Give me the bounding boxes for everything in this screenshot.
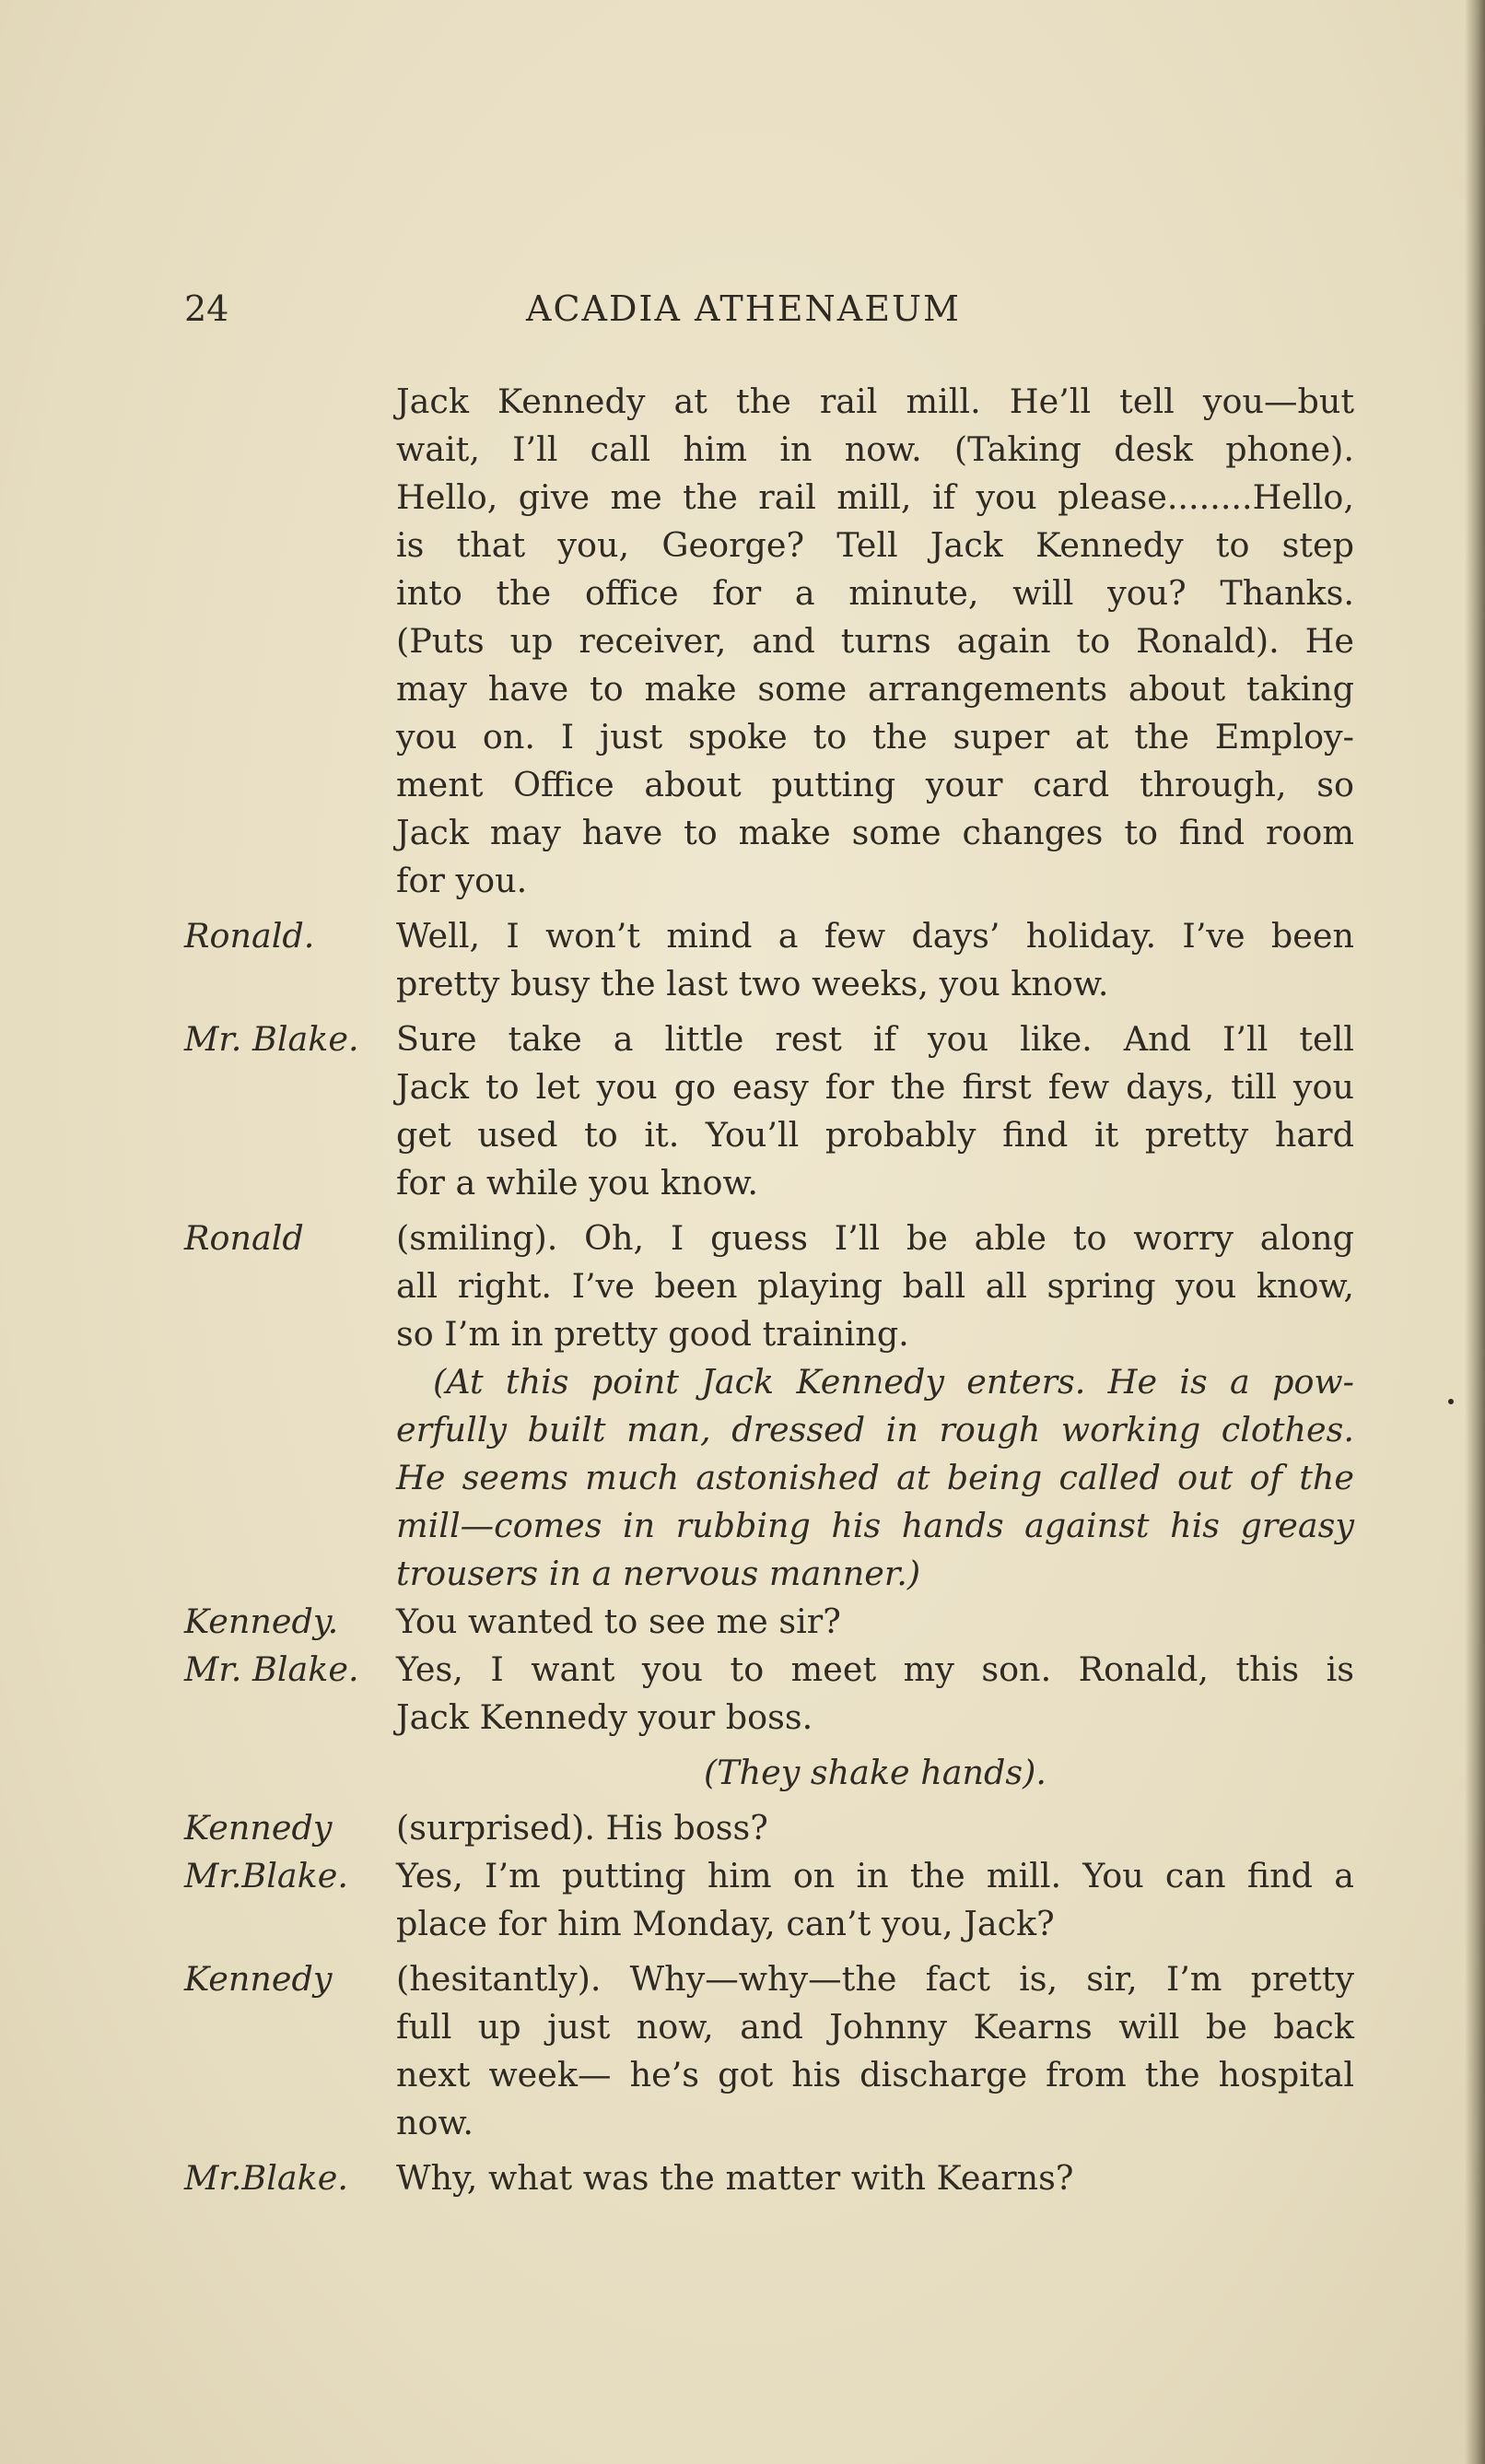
stage-direction-line: mill—comes in rubbing his hands against his greasy [396, 1506, 1354, 1545]
speaker-name: Mr. Blake. [184, 1649, 359, 1689]
dialogue-line: wait, I’ll call him in now. (Taking desk phone). [396, 429, 1354, 469]
speech-block [184, 1852, 1382, 1948]
stage-direction-line: erfully built man, dressed in rough working clothes. [396, 1410, 1354, 1449]
speaker-name: Kennedy [184, 1808, 333, 1848]
dialogue-line: Jack Kennedy your boss. [396, 1697, 813, 1737]
stage-direction-line: He seems much astonished at being called out of the [396, 1458, 1354, 1497]
stage-direction-line: (At this point Jack Kennedy enters. He is a pow- [433, 1362, 1354, 1402]
dialogue-line: get used to it. You’ll probably find it pretty hard [396, 1115, 1354, 1155]
dialogue-line: You wanted to see me sir? [396, 1602, 841, 1641]
dialogue-line: Jack Kennedy at the rail mill. He’ll tell you—but [396, 381, 1354, 421]
dialogue-line: next week— he’s got his discharge from the hospital [396, 2055, 1354, 2094]
dialogue-line: Jack to let you go easy for the first few days, till you [396, 1067, 1354, 1107]
stage-direction [184, 1358, 1382, 1598]
running-title: ACADIA ATHENAEUM [526, 288, 961, 329]
dialogue-line: place for him Monday, can’t you, Jack? [396, 1904, 1055, 1943]
speaker-name: Mr. Blake. [184, 1019, 359, 1059]
dialogue-line: (smiling). Oh, I guess I’ll be able to worry along [396, 1218, 1354, 1258]
speaker-name: Mr.Blake. [184, 1856, 348, 1895]
dialogue-line: is that you, George? Tell Jack Kennedy to step [396, 525, 1354, 565]
speech-block [184, 1646, 1382, 1742]
speech-block [184, 912, 1382, 1008]
dialogue-line: (surprised). His boss? [396, 1808, 768, 1848]
dialogue-line: Yes, I want you to meet my son. Ronald, this is [396, 1649, 1354, 1689]
dialogue-line: for you. [396, 861, 528, 900]
dialogue-line: all right. I’ve been playing ball all spring you know, [396, 1266, 1354, 1306]
ink-speck [1448, 1399, 1454, 1404]
speech-block [184, 378, 1382, 905]
speaker-name: Ronald. [184, 916, 315, 956]
speech-block [184, 1598, 1382, 1646]
stage-direction-line: (They shake hands). [704, 1753, 1047, 1792]
speech-block [184, 1804, 1382, 1852]
dialogue-line: now. [396, 2103, 474, 2142]
speech-block [184, 2154, 1382, 2202]
page-number: 24 [184, 288, 229, 329]
play-dialogue [184, 378, 1382, 2202]
dialogue-line: pretty busy the last two weeks, you know. [396, 964, 1109, 1003]
dialogue-line: full up just now, and Johnny Kearns will be back [396, 2007, 1354, 2047]
dialogue-line: you on. I just spoke to the super at the Employ- [396, 717, 1354, 757]
dialogue-line: into the office for a minute, will you? Thanks. [396, 573, 1354, 613]
dialogue-line: Hello, give me the rail mill, if you please........Hello, [396, 477, 1354, 517]
dialogue-line: so I’m in pretty good training. [396, 1314, 909, 1354]
speech-block [184, 1214, 1382, 1358]
dialogue-line: (Puts up receiver, and turns again to Ronald). He [396, 621, 1354, 661]
dialogue-line: Yes, I’m putting him on in the mill. You can find a [396, 1856, 1354, 1895]
page-header [0, 281, 1485, 336]
speaker-name: Kennedy [184, 1959, 333, 1999]
dialogue-line: may have to make some arrangements about taking [396, 669, 1354, 709]
speaker-name: Ronald [184, 1218, 304, 1258]
dialogue-line: ment Office about putting your card through, so [396, 765, 1354, 804]
dialogue-line: Why, what was the matter with Kearns? [396, 2158, 1074, 2198]
dialogue-line: for a while you know. [396, 1163, 759, 1203]
speech-block [184, 1015, 1382, 1207]
stage-direction-line: trousers in a nervous manner.) [396, 1554, 921, 1593]
stage-direction [184, 1749, 1382, 1797]
dialogue-line: (hesitantly). Why—why—the fact is, sir, I’m pretty [396, 1959, 1354, 1999]
dialogue-line: Jack may have to make some changes to find room [396, 813, 1354, 852]
speaker-name: Kennedy. [184, 1602, 339, 1641]
speaker-name: Mr.Blake. [184, 2158, 348, 2198]
dialogue-line: Well, I won’t mind a few days’ holiday. I’ve been [396, 916, 1354, 956]
page-edge-shadow [1465, 0, 1485, 2464]
speech-block [184, 1955, 1382, 2147]
dialogue-line: Sure take a little rest if you like. And I’ll tell [396, 1019, 1354, 1059]
